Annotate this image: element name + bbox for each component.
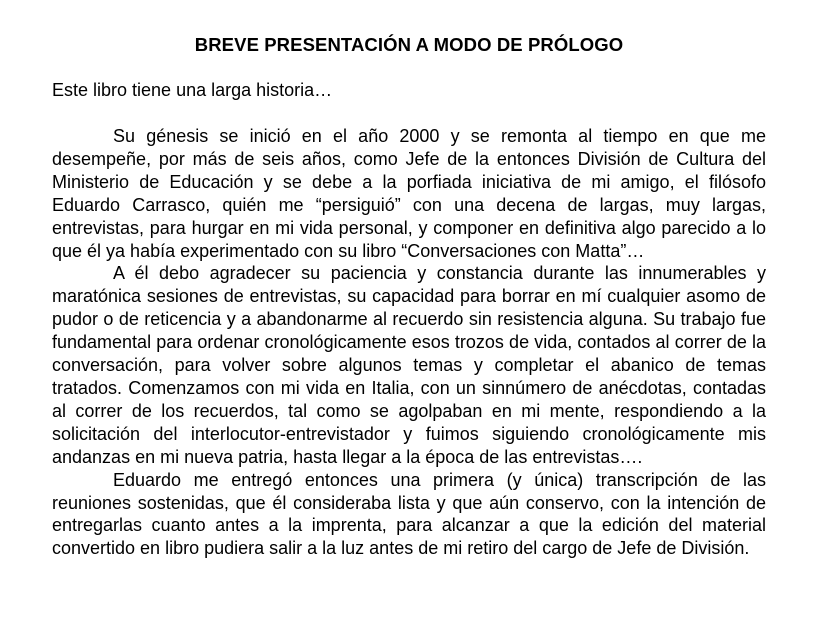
intro-line: Este libro tiene una larga historia…: [52, 80, 333, 100]
paragraph-acknowledgement: A él debo agradecer su paciencia y constancia durante las innumerables y maratónica sesiones de entrevistas, su capacidad para borrar en mí cualquier asomo de pudor o de reticencia y a abandonarme al recuerdo sin resistencia alguna. Su trabajo fue fundamental para ordenar cronológicamente esos trozos de vida, contados al correr de la conversación, para volver sobre algunos temas y completar el abanico de temas tratados. Comenzamos con mi vida en Italia, con un sinnúmero de anécdotas, contadas al correr de los recuerdos, tal como se agolpaban en mi mente, respondiendo a la solicitación del interlocutor-entrevistador y fuimos siguiendo cronológicamente mis andanzas en mi nueva patria, hasta llegar a la época de las entrevistas….: [52, 263, 766, 467]
paragraph-genesis: Su génesis se inició en el año 2000 y se remonta al tiempo en que me desempeñe, por más de seis años, como Jefe de la entonces División de Cultura del Ministerio de Educación y se debe a la porfiada iniciativa de mi amigo, el filósofo Eduardo Carrasco, quién me “persiguió” con una decena de largas, muy largas, entrevistas, para hurgar en mi vida personal, y componer en definitiva algo parecido a lo que él ya había experimentado con su libro “Conversaciones con Matta”…: [52, 126, 766, 261]
paragraph-transcription: Eduardo me entregó entonces una primera (y única) transcripción de las reuniones sostenidas, que él consideraba lista y que aún conservo, con la intención de entregarlas cuanto antes a la imprenta, para alcanzar a que la edición del material convertido en libro pudiera salir a la luz antes de mi retiro del cargo de Jefe de División.: [52, 469, 766, 559]
document-body: [52, 125, 766, 560]
document-title: BREVE PRESENTACIÓN A MODO DE PRÓLOGO: [194, 34, 624, 55]
